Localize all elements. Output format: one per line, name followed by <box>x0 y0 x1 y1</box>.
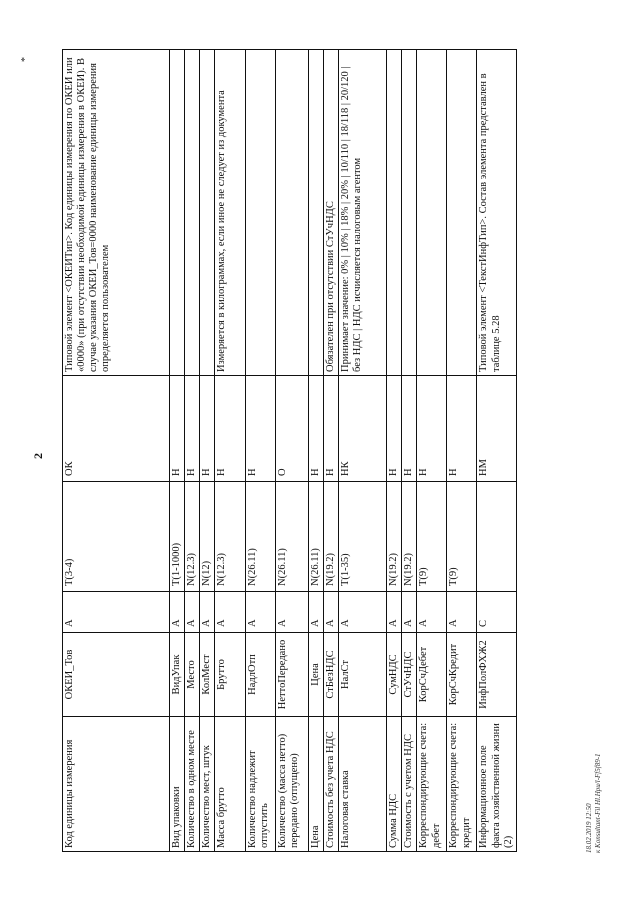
attribute-table <box>62 49 517 852</box>
element-note-cell: Принимает значение: 0% | 10% | 18% | 20% | 10/110 | 18/118 | 20/120 | без НДС | НДС исчисляется налоговым агентом <box>339 50 387 376</box>
element-name-cell: Корреспондирующие счета: дебет <box>417 717 447 852</box>
corner-mark: * <box>20 57 31 62</box>
element-format-cell: N(19.2) <box>324 482 339 592</box>
element-name-cell: Масса брутто <box>215 717 246 852</box>
element-note-cell <box>200 50 215 376</box>
element-code-cell: ВидУпак <box>170 633 185 717</box>
element-note-cell <box>387 50 402 376</box>
registration-stamp <box>585 753 603 853</box>
element-name-cell: Количество надлежит отпустить <box>246 717 276 852</box>
element-name-cell: Вид упаковки <box>170 717 185 852</box>
element-format-cell: N(26.11) <box>276 482 309 592</box>
table-row <box>185 50 200 852</box>
table-row <box>246 50 276 852</box>
element-name-cell: Количество в одном месте <box>185 717 200 852</box>
element-code-cell: СтУчНДС <box>402 633 417 717</box>
element-note-cell <box>417 50 447 376</box>
table-row <box>387 50 402 852</box>
element-type-cell: А <box>447 592 477 633</box>
element-requirement-cell: Н <box>185 376 200 482</box>
element-format-cell: Т(9) <box>417 482 447 592</box>
element-type-cell: А <box>402 592 417 633</box>
table-row <box>324 50 339 852</box>
element-format-cell: N(12.3) <box>215 482 246 592</box>
element-format-cell <box>477 482 516 592</box>
element-code-cell: НадлОтп <box>246 633 276 717</box>
element-type-cell: А <box>200 592 215 633</box>
element-code-cell: КорСчДебет <box>417 633 447 717</box>
table-row <box>339 50 387 852</box>
element-type-cell: А <box>276 592 309 633</box>
table-row <box>200 50 215 852</box>
element-type-cell: А <box>215 592 246 633</box>
element-type-cell: А <box>63 592 170 633</box>
element-format-cell: N(26.11) <box>246 482 276 592</box>
element-name-cell: Налоговая ставка <box>339 717 387 852</box>
element-code-cell: ИнфПолФХЖ2 <box>477 633 516 717</box>
element-requirement-cell: Н <box>387 376 402 482</box>
element-note-cell: Типовой элемент <ОКЕИТип>. Код единицы измерения по ОКЕИ или «0000» (при отсутствии необходимой единицы измерения в ОКЕИ). В случае указания ОКЕИ_Тов=0000 наименование единицы измерения определяется пользователем <box>63 50 170 376</box>
element-type-cell: А <box>185 592 200 633</box>
element-format-cell: N(12.3) <box>185 482 200 592</box>
element-name-cell: Цена <box>309 717 324 852</box>
element-format-cell: Т(1-1000) <box>170 482 185 592</box>
element-format-cell: Т(3-4) <box>63 482 170 592</box>
element-name-cell: Информационное поле факта хозяйственной жизни (2) <box>477 717 516 852</box>
page-number: 2 <box>31 453 45 459</box>
table-row <box>63 50 170 852</box>
element-requirement-cell: ОК <box>63 376 170 482</box>
table-row <box>170 50 185 852</box>
element-code-cell: Цена <box>309 633 324 717</box>
element-name-cell: Корреспондирующие счета: кредит <box>447 717 477 852</box>
element-code-cell: ОКЕИ_Тов <box>63 633 170 717</box>
element-note-cell <box>185 50 200 376</box>
element-requirement-cell: Н <box>215 376 246 482</box>
element-code-cell: КолМест <box>200 633 215 717</box>
element-type-cell: А <box>417 592 447 633</box>
element-format-cell: N(26.11) <box>309 482 324 592</box>
stamp-line-2: к Konsultant-Fil Hl.Hpu/l-Ff5f89-1 <box>594 753 603 853</box>
element-requirement-cell: НМ <box>477 376 516 482</box>
stamp-line-1: 18.02.2019 12:50 <box>585 803 593 853</box>
element-name-cell: Стоимость без учета НДС <box>324 717 339 852</box>
element-note-cell <box>276 50 309 376</box>
table-row <box>417 50 447 852</box>
element-type-cell: А <box>170 592 185 633</box>
element-type-cell: А <box>324 592 339 633</box>
table-row <box>309 50 324 852</box>
table-row <box>402 50 417 852</box>
element-requirement-cell: О <box>276 376 309 482</box>
element-note-cell: Типовой элемент <ТекстИнфТип>. Состав элемента представлен в таблице 5.28 <box>477 50 516 376</box>
element-requirement-cell: Н <box>402 376 417 482</box>
element-note-cell <box>170 50 185 376</box>
element-requirement-cell: Н <box>417 376 447 482</box>
element-code-cell: НеттоПередано <box>276 633 309 717</box>
element-note-cell <box>402 50 417 376</box>
element-requirement-cell: Н <box>170 376 185 482</box>
element-code-cell: КорСчКредит <box>447 633 477 717</box>
element-type-cell: А <box>387 592 402 633</box>
table-row <box>477 50 516 852</box>
element-note-cell: Обязателен при отсутствии СтУчНДС <box>324 50 339 376</box>
element-name-cell: Код единицы измерения <box>63 717 170 852</box>
element-name-cell: Стоимость с учетом НДС <box>402 717 417 852</box>
element-format-cell: Т(1-35) <box>339 482 387 592</box>
element-note-cell: Измеряется в килограммах, если иное не следует из документа <box>215 50 246 376</box>
element-type-cell: А <box>309 592 324 633</box>
element-type-cell: С <box>477 592 516 633</box>
element-requirement-cell: НК <box>339 376 387 482</box>
element-type-cell: А <box>339 592 387 633</box>
element-requirement-cell: Н <box>246 376 276 482</box>
element-format-cell: N(12) <box>200 482 215 592</box>
element-requirement-cell: Н <box>309 376 324 482</box>
element-code-cell: СтБезНДС <box>324 633 339 717</box>
element-format-cell: N(19.2) <box>402 482 417 592</box>
element-requirement-cell: Н <box>324 376 339 482</box>
element-name-cell: Количество мест, штук <box>200 717 215 852</box>
element-note-cell <box>246 50 276 376</box>
attribute-table-body <box>63 50 517 852</box>
element-code-cell: Место <box>185 633 200 717</box>
element-note-cell <box>309 50 324 376</box>
element-requirement-cell: Н <box>447 376 477 482</box>
table-row <box>447 50 477 852</box>
element-requirement-cell: Н <box>200 376 215 482</box>
element-code-cell: НалСт <box>339 633 387 717</box>
table-row <box>276 50 309 852</box>
element-code-cell: Брутто <box>215 633 246 717</box>
element-name-cell: Количество (масса нетто) передано (отпущено) <box>276 717 309 852</box>
element-format-cell: N(19.2) <box>387 482 402 592</box>
element-code-cell: СумНДС <box>387 633 402 717</box>
element-format-cell: Т(9) <box>447 482 477 592</box>
element-note-cell <box>447 50 477 376</box>
element-type-cell: А <box>246 592 276 633</box>
table-row <box>215 50 246 852</box>
element-name-cell: Сумма НДС <box>387 717 402 852</box>
